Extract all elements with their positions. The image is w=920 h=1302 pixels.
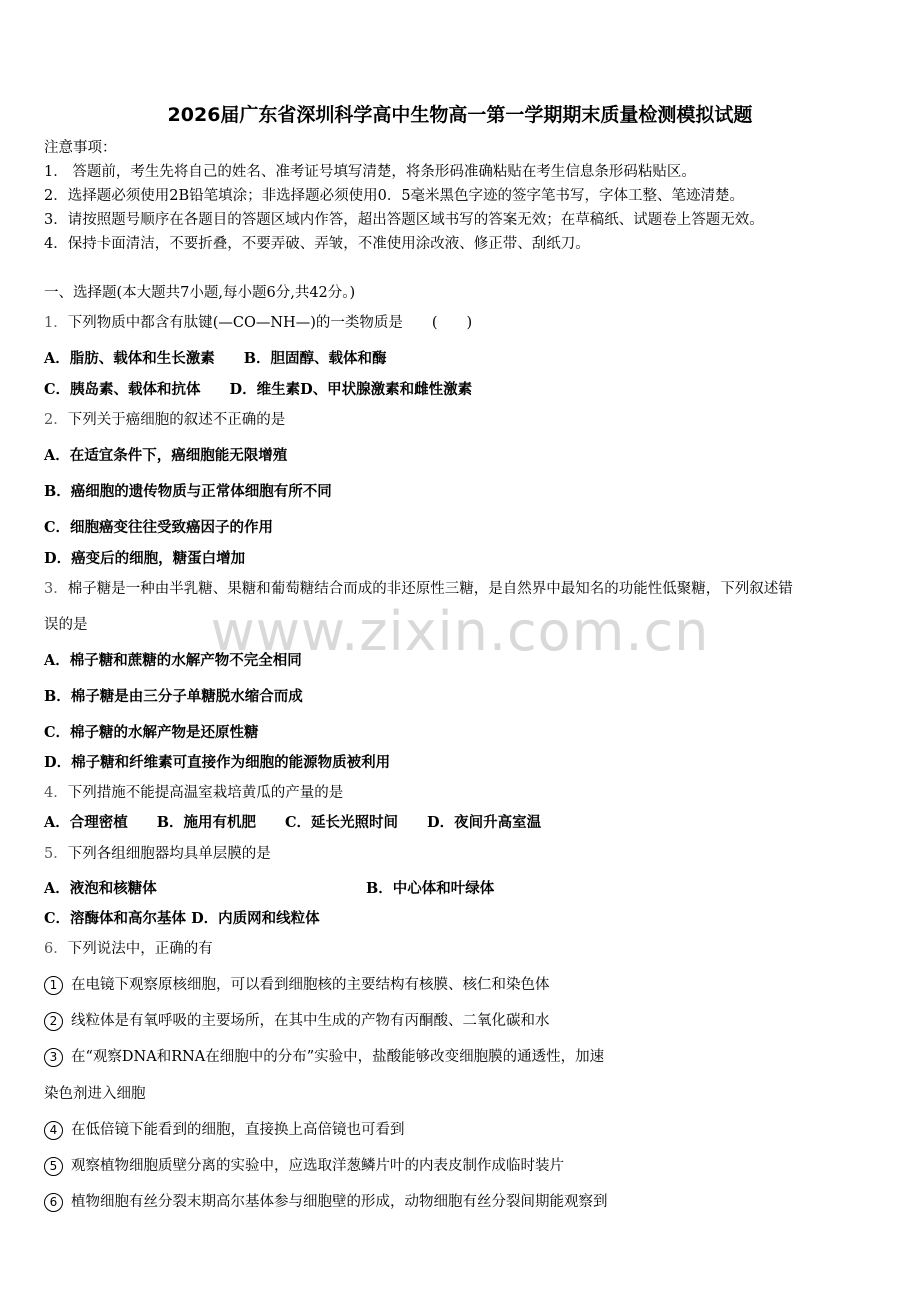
question-number: 6． — [44, 941, 68, 957]
q2-option-c: C．细胞癌变往往受致癌因子的作用 — [44, 519, 274, 536]
q1-options-ab: A．脂肪、载体和生长激素 B．胆固醇、载体和酶 — [44, 350, 387, 367]
q4-options: A．合理密植 B．施用有机肥 C．延长光照时间 D．夜间升高室温 — [44, 814, 542, 831]
question-6 — [44, 939, 213, 959]
question-stem: 下列物质中都含有肽键(—CO—NH—)的一类物质是 ( ) — [67, 315, 473, 331]
question-stem: 下列措施不能提高温室栽培黄瓜的产量的是 — [67, 785, 344, 801]
question-number: 5． — [44, 846, 68, 862]
question-4 — [44, 783, 343, 803]
q6-statement-3 — [44, 1047, 604, 1067]
q6-statement-5 — [44, 1156, 564, 1176]
circled-number: 2 — [44, 1012, 63, 1031]
notice-item-3: 3．请按照题号顺序在各题目的答题区域内作答，超出答题区域书写的答案无效；在草稿纸、试题卷上答题无效。 — [44, 212, 764, 228]
statement-text: 植物细胞有丝分裂末期高尔基体参与细胞壁的形成，动物细胞有丝分裂间期能观察到 — [71, 1194, 608, 1210]
q5-option-a: A．液泡和核糖体 — [44, 880, 157, 897]
q6-statement-1 — [44, 975, 550, 995]
question-stem: 下列说法中，正确的有 — [67, 941, 213, 957]
notice-item-2: 2．选择题必须使用2B铅笔填涂；非选择题必须使用0．5毫米黑色字迹的签字笔书写，字体工整、笔迹清楚。 — [44, 188, 745, 204]
q6-statement-6 — [44, 1192, 608, 1212]
q6-statement-2 — [44, 1011, 550, 1031]
circled-number: 4 — [44, 1121, 63, 1140]
question-number: 4． — [44, 785, 68, 801]
q5-option-b: B．中心体和叶绿体 — [366, 880, 495, 897]
statement-text: 在电镜下观察原核细胞，可以看到细胞核的主要结构有核膜、核仁和染色体 — [71, 977, 550, 993]
q2-option-b: B．癌细胞的遗传物质与正常体细胞有所不同 — [44, 483, 332, 500]
q6-statement-4 — [44, 1120, 405, 1140]
q3-option-c: C．棉子糖的水解产物是还原性糖 — [44, 724, 259, 741]
question-stem: 下列各组细胞器均具单层膜的是 — [67, 846, 271, 862]
q2-option-d: D．癌变后的细胞，糖蛋白增加 — [44, 550, 246, 567]
circled-number: 5 — [44, 1157, 63, 1176]
question-3 — [44, 579, 793, 599]
circled-number: 1 — [44, 976, 63, 995]
statement-text: 线粒体是有氧呼吸的主要场所，在其中生成的产物有丙酮酸、二氧化碳和水 — [71, 1013, 550, 1029]
question-number: 3． — [44, 581, 68, 597]
notice-heading: 注意事项： — [44, 140, 117, 156]
statement-text: 在“观察DNA和RNA在细胞中的分布”实验中，盐酸能够改变细胞膜的通透性，加速 — [71, 1049, 605, 1065]
question-1 — [44, 313, 472, 333]
notice-item-1: 1． 答题前，考生先将自己的姓名、准考证号填写清楚，将条形码准确粘贴在考生信息条形码粘贴区。 — [44, 164, 696, 180]
section-heading: 一、选择题(本大题共7小题,每小题6分,共42分。) — [44, 285, 356, 301]
q3-stem-continued: 误的是 — [44, 617, 88, 633]
q1-options-cd: C．胰岛素、载体和抗体 D．维生素D、甲状腺激素和雌性激素 — [44, 381, 473, 398]
question-2 — [44, 410, 285, 430]
question-number: 2． — [44, 412, 68, 428]
question-5 — [44, 844, 271, 864]
notice-item-4: 4．保持卡面清洁，不要折叠，不要弄破、弄皱，不准使用涂改液、修正带、刮纸刀。 — [44, 236, 590, 252]
circled-number: 3 — [44, 1048, 63, 1067]
q3-option-d: D．棉子糖和纤维素可直接作为细胞的能源物质被利用 — [44, 754, 391, 771]
question-stem: 棉子糖是一种由半乳糖、果糖和葡萄糖结合而成的非还原性三糖，是自然界中最知名的功能性低聚糖，下列叙述错 — [67, 581, 793, 597]
q5-options-cd: C．溶酶体和高尔基体 D．内质网和线粒体 — [44, 910, 320, 927]
watermark: www.zixin.com.cn — [210, 600, 710, 663]
q6-statement-3-continued: 染色剂进入细胞 — [44, 1086, 146, 1102]
question-number: 1． — [44, 315, 68, 331]
circled-number: 6 — [44, 1193, 63, 1212]
statement-text: 观察植物细胞质壁分离的实验中，应选取洋葱鳞片叶的内表皮制作成临时装片 — [71, 1158, 564, 1174]
statement-text: 在低倍镜下能看到的细胞，直接换上高倍镜也可看到 — [71, 1122, 405, 1138]
q3-option-b: B．棉子糖是由三分子单糖脱水缩合而成 — [44, 688, 303, 705]
page-title: 2026届广东省深圳科学高中生物高一第一学期期末质量检测模拟试题 — [167, 104, 753, 126]
q3-option-a: A．棉子糖和蔗糖的水解产物不完全相同 — [44, 652, 302, 669]
q2-option-a: A．在适宜条件下，癌细胞能无限增殖 — [44, 447, 288, 464]
question-stem: 下列关于癌细胞的叙述不正确的是 — [67, 412, 286, 428]
